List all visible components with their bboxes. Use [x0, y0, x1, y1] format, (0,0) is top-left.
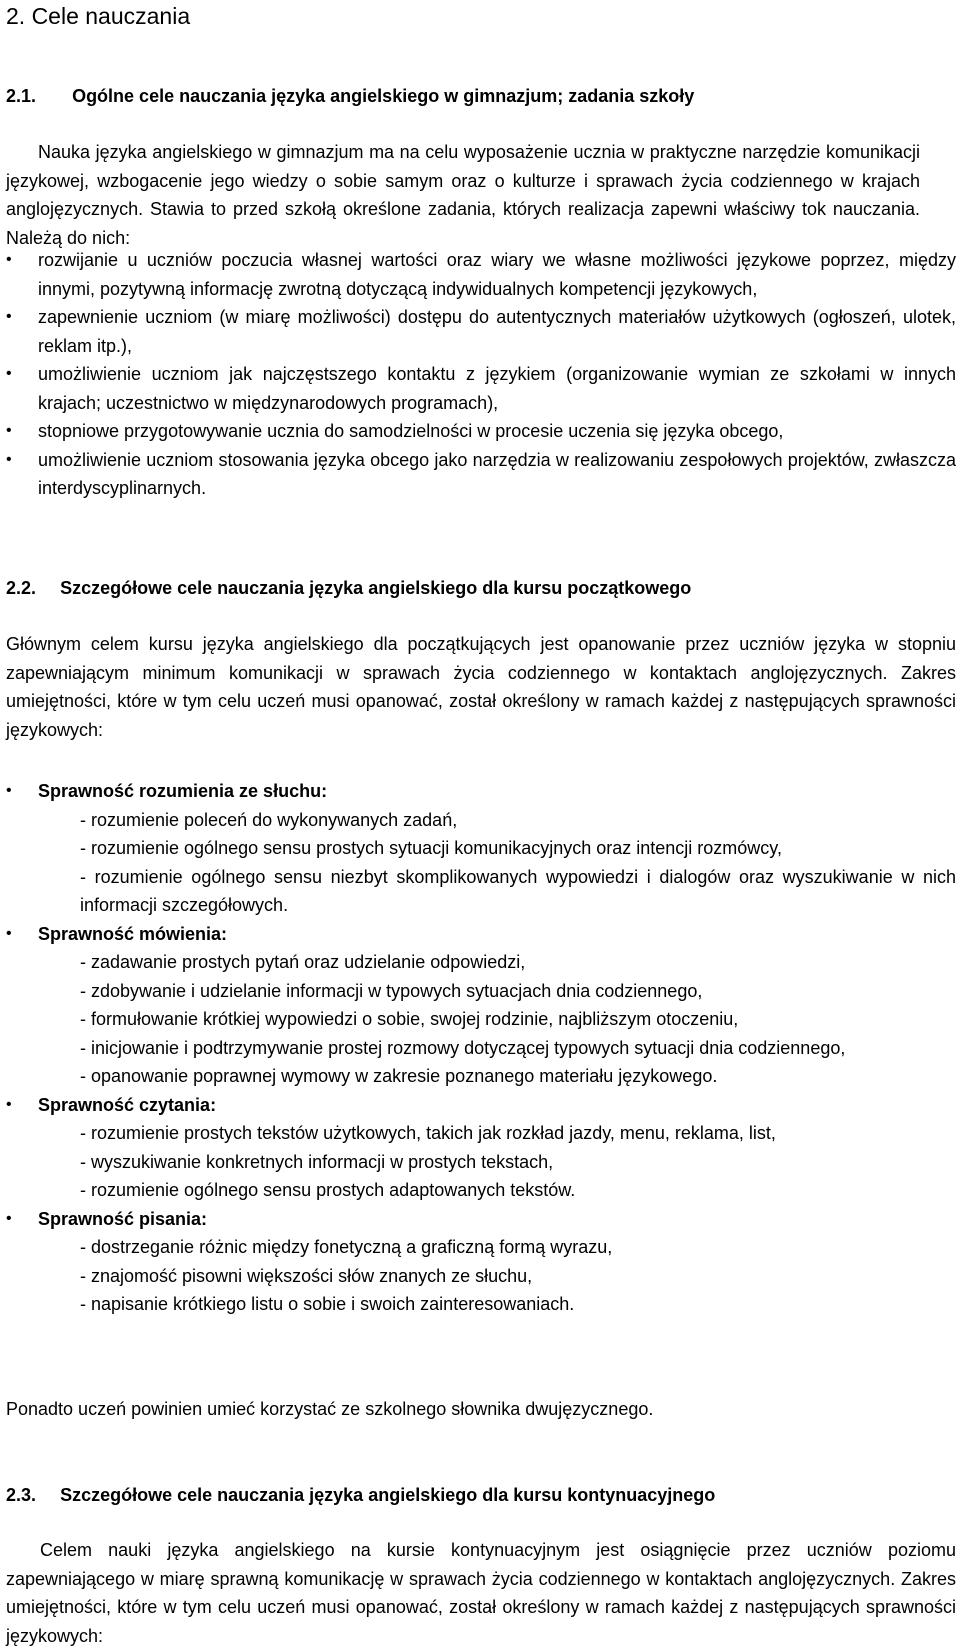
section-2-2-heading [6, 577, 691, 599]
list-item: • umożliwienie uczniom stosowania języka obcego jako narzędzia w realizowaniu zespołowych projektów, zwłaszcza interdyscyplinarnych. [6, 446, 956, 503]
section-title: Szczegółowe cele nauczania języka angielskiego dla kursu kontynuacyjnego [60, 1485, 716, 1505]
bullet-icon: • [6, 924, 12, 942]
list-item: • stopniowe przygotowywanie ucznia do samodzielności w procesie uczenia się języka obcego, [6, 417, 956, 446]
list-item: • rozwijanie u uczniów poczucia własnej wartości oraz wiary we własne możliwości językowe poprzez, między innymi, pozytywną informację zwrotną dotyczącą indywidualnych kompetencji językowych, [6, 246, 956, 303]
skill-title: Sprawność pisania: [38, 1208, 208, 1229]
page-title: 2. Cele nauczania [6, 3, 191, 29]
list-item: - rozumienie ogólnego sensu prostych sytuacji komunikacyjnych oraz intencji rozmówcy, [80, 838, 782, 858]
list-item: - dostrzeganie różnic między fonetyczną a graficzną formą wyrazu, [80, 1237, 613, 1257]
list-item: - rozumienie ogólnego sensu niezbyt skomplikowanych wypowiedzi i dialogów oraz wyszukiwanie w nich informacji szczegółowych. [80, 866, 956, 915]
section-2-2-intro: Głównym celem kursu języka angielskiego dla początkujących jest opanowanie przez uczniów języka w stopniu zapewniającym minimum komunikacji w sprawach życia codziennego w kontaktach anglojęzycznych. Zakres umiejętności, które w tym celu uczeń musi opanować, został określony w ramach każdej z następujących sprawności językowych: [6, 634, 956, 740]
section-number: 2.2. [6, 578, 37, 598]
list-item: - napisanie krótkiego listu o sobie i swoich zainteresowaniach. [80, 1294, 575, 1314]
skill-title: Sprawność rozumienia ze słuchu: [38, 781, 328, 801]
section-number: 2.1. [6, 86, 37, 106]
skill-listening [6, 777, 956, 920]
section-2-1-heading [6, 85, 694, 107]
bullet-icon: • [6, 308, 12, 325]
skill-title: Sprawność czytania: [38, 1094, 217, 1115]
skill-title: Sprawność mówienia: [38, 923, 228, 944]
list-item: - inicjowanie i podtrzymywanie prostej rozmowy dotyczącej typowych sytuacji dnia codziennego, [80, 1037, 846, 1058]
bullet-icon: • [6, 1095, 12, 1113]
skill-speaking [6, 920, 956, 1091]
section-title: Szczegółowe cele nauczania języka angielskiego dla kursu początkowego [60, 578, 692, 598]
bullet-icon: • [6, 422, 12, 439]
section-title: Ogólne cele nauczania języka angielskiego w gimnazjum; zadania szkoły [72, 86, 695, 106]
bullet-icon: • [6, 1209, 12, 1227]
bullet-icon: • [6, 782, 12, 799]
skills-list [6, 777, 956, 1319]
section-number: 2.3. [6, 1485, 37, 1505]
list-item: - opanowanie poprawnej wymowy w zakresie poznanego materiału językowego. [80, 1066, 718, 1086]
list-item: - zdobywanie i udzielanie informacji w typowych sytuacjach dnia codziennego, [80, 980, 703, 1001]
list-item: • umożliwienie uczniom jak najczęstszego kontaktu z językiem (organizowanie wymian ze szkołami w innych krajach; uczestnictwo w międzynarodowych programach), [6, 360, 956, 417]
list-item: - formułowanie krótkiej wypowiedzi o sobie, swojej rodzinie, najbliższym otoczeniu, [80, 1009, 739, 1029]
list-item: - rozumienie ogólnego sensu prostych adaptowanych tekstów. [80, 1180, 576, 1200]
bullet-icon: • [6, 365, 12, 382]
list-item: - rozumienie poleceń do wykonywanych zadań, [80, 809, 458, 830]
skill-writing [6, 1205, 956, 1319]
closing-sentence: Ponadto uczeń powinien umieć korzystać ze szkolnego słownika dwujęzycznego. [6, 1399, 654, 1419]
list-item: - zadawanie prostych pytań oraz udzielanie odpowiedzi, [80, 952, 526, 972]
section-2-3-heading [6, 1484, 715, 1506]
section-2-1-intro: Nauka języka angielskiego w gimnazjum ma na celu wyposażenie ucznia w praktyczne narzędzie komunikacji językowej, wzbogacenie jego wiedzy o sobie samym oraz o kulturze i sprawach życia codziennego w krajach anglojęzycznych. Stawia to przed szkołą określone zadania, których realizacja zapewni właściwy tok nauczania. Należą do nich: [6, 142, 920, 248]
list-item: - znajomość pisowni większości słów znanych ze słuchu, [80, 1265, 533, 1286]
tasks-list [6, 246, 956, 503]
bullet-icon: • [6, 251, 12, 268]
section-2-3-intro: Celem nauki języka angielskiego na kursie kontynuacyjnym jest osiągnięcie przez uczniów poziomu zapewniającego w miarę sprawną komunikację w sprawach życia codziennego w kontaktach anglojęzycznych. Zakres umiejętności, które w tym celu uczeń musi opanować, został określony w ramach każdej z następujących sprawności językowych: [6, 1540, 956, 1646]
list-item: - rozumienie prostych tekstów użytkowych, takich jak rozkład jazdy, menu, reklama, list, [80, 1123, 776, 1143]
skill-reading [6, 1091, 956, 1205]
list-item: - wyszukiwanie konkretnych informacji w prostych tekstach, [80, 1151, 554, 1172]
list-item: • zapewnienie uczniom (w miarę możliwości) dostępu do autentycznych materiałów użytkowych (ogłoszeń, ulotek, reklam itp.), [6, 303, 956, 360]
bullet-icon: • [6, 450, 12, 468]
